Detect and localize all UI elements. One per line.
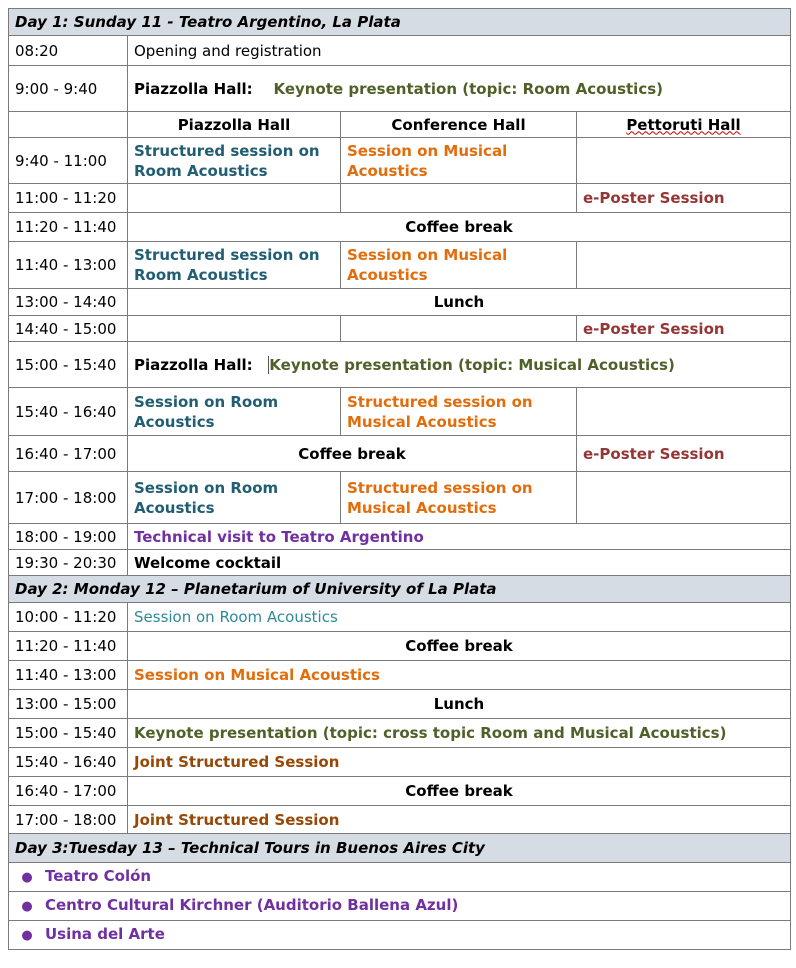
table-row: [9, 748, 791, 777]
break-cell: Coffee break: [128, 777, 791, 806]
time-cell: 15:00 - 15:40: [9, 342, 128, 388]
table-row: [9, 603, 791, 632]
session-cell: Session on Room Acoustics: [128, 388, 341, 436]
tour-item: [9, 892, 791, 921]
event-cell: Opening and registration: [128, 36, 791, 66]
table-row: [9, 632, 791, 661]
time-cell: 11:20 - 11:40: [9, 632, 128, 661]
time-cell: 15:40 - 16:40: [9, 748, 128, 777]
day1-header-row: [9, 9, 791, 36]
time-cell: 9:00 - 9:40: [9, 66, 128, 112]
empty-cell: [341, 184, 577, 213]
time-cell: 17:00 - 18:00: [9, 472, 128, 524]
table-row: [9, 184, 791, 213]
hall-header-pettoruti-label: Pettoruti Hall: [626, 115, 741, 134]
day3-header-row: [9, 834, 791, 863]
table-row: [9, 242, 791, 289]
session-cell: Structured session on Room Acoustics: [128, 138, 341, 184]
session-cell: Structured session on Musical Acoustics: [341, 388, 577, 436]
break-cell: Coffee break: [128, 436, 577, 472]
table-row: [9, 472, 791, 524]
table-row: [9, 524, 791, 550]
table-row: [9, 388, 791, 436]
poster-cell: e-Poster Session: [577, 316, 791, 342]
session-cell: Session on Room Acoustics: [128, 472, 341, 524]
session-cell: Session on Musical Acoustics: [128, 661, 791, 690]
time-cell: 08:20: [9, 36, 128, 66]
keynote-cell: [128, 342, 791, 388]
keynote-cell: [128, 66, 791, 112]
table-row: [9, 436, 791, 472]
time-cell: 18:00 - 19:00: [9, 524, 128, 550]
tour-item-label: Teatro Colón: [45, 867, 152, 885]
time-cell: 11:20 - 11:40: [9, 213, 128, 242]
session-cell: Session on Room Acoustics: [128, 603, 791, 632]
day2-header-row: [9, 576, 791, 603]
table-row: [9, 777, 791, 806]
session-cell: Session on Musical Acoustics: [341, 242, 577, 289]
session-cell: Structured session on Room Acoustics: [128, 242, 341, 289]
time-cell: 11:40 - 13:00: [9, 661, 128, 690]
time-cell: 16:40 - 17:00: [9, 436, 128, 472]
table-row: [9, 138, 791, 184]
table-row: [9, 550, 791, 576]
bullet-icon: ●: [21, 928, 33, 943]
session-cell: Joint Structured Session: [128, 806, 791, 834]
time-cell: 13:00 - 15:00: [9, 690, 128, 719]
bullet-icon: ●: [21, 870, 33, 885]
time-cell: 11:00 - 11:20: [9, 184, 128, 213]
empty-cell: [577, 388, 791, 436]
empty-cell: [9, 112, 128, 138]
bullet-icon: ●: [21, 899, 33, 914]
empty-cell: [577, 138, 791, 184]
list-item: [9, 921, 791, 950]
time-cell: 10:00 - 11:20: [9, 603, 128, 632]
list-item: [9, 892, 791, 921]
halls-header-row: [9, 112, 791, 138]
day1-header: Day 1: Sunday 11 - Teatro Argentino, La Plata: [9, 9, 791, 36]
table-row: [9, 36, 791, 66]
empty-cell: [577, 242, 791, 289]
empty-cell: [128, 316, 341, 342]
hall-label: Piazzolla Hall:: [134, 79, 253, 98]
hall-header-conference: Conference Hall: [341, 112, 577, 138]
time-cell: 13:00 - 14:40: [9, 289, 128, 316]
table-row: [9, 719, 791, 748]
table-row: [9, 806, 791, 834]
break-cell: Lunch: [128, 690, 791, 719]
time-cell: 15:40 - 16:40: [9, 388, 128, 436]
poster-cell: e-Poster Session: [577, 436, 791, 472]
time-cell: 11:40 - 13:00: [9, 242, 128, 289]
keynote-text: Keynote presentation (topic: Musical Acoustics): [269, 355, 675, 374]
hall-header-piazzolla: Piazzolla Hall: [128, 112, 341, 138]
tour-item-label: Centro Cultural Kirchner (Auditorio Ballena Azul): [45, 896, 459, 914]
time-cell: 17:00 - 18:00: [9, 806, 128, 834]
list-item: [9, 863, 791, 892]
table-row: [9, 66, 791, 112]
table-row: [9, 316, 791, 342]
cocktail-cell: Welcome cocktail: [128, 550, 791, 576]
day3-header: Day 3:Tuesday 13 – Technical Tours in Buenos Aires City: [9, 834, 791, 863]
table-row: [9, 289, 791, 316]
table-row: [9, 690, 791, 719]
tour-item: [9, 921, 791, 950]
hall-label: Piazzolla Hall:: [134, 355, 253, 374]
tour-item: [9, 863, 791, 892]
session-cell: Session on Musical Acoustics: [341, 138, 577, 184]
time-cell: 16:40 - 17:00: [9, 777, 128, 806]
empty-cell: [128, 184, 341, 213]
tour-item-label: Usina del Arte: [45, 925, 165, 943]
session-cell: Joint Structured Session: [128, 748, 791, 777]
session-cell: Structured session on Musical Acoustics: [341, 472, 577, 524]
hall-header-pettoruti: [577, 112, 791, 138]
empty-cell: [341, 316, 577, 342]
keynote-cell: Keynote presentation (topic: cross topic Room and Musical Acoustics): [128, 719, 791, 748]
schedule-table: [8, 8, 791, 950]
time-cell: 9:40 - 11:00: [9, 138, 128, 184]
table-row: [9, 213, 791, 242]
break-cell: Lunch: [128, 289, 791, 316]
time-cell: 14:40 - 15:00: [9, 316, 128, 342]
break-cell: Coffee break: [128, 632, 791, 661]
poster-cell: e-Poster Session: [577, 184, 791, 213]
keynote-text: Keynote presentation (topic: Room Acoustics): [273, 79, 663, 98]
time-cell: 15:00 - 15:40: [9, 719, 128, 748]
table-row: [9, 661, 791, 690]
time-cell: 19:30 - 20:30: [9, 550, 128, 576]
break-cell: Coffee break: [128, 213, 791, 242]
visit-cell: Technical visit to Teatro Argentino: [128, 524, 791, 550]
table-row: [9, 342, 791, 388]
empty-cell: [577, 472, 791, 524]
day2-header: Day 2: Monday 12 – Planetarium of University of La Plata: [9, 576, 791, 603]
